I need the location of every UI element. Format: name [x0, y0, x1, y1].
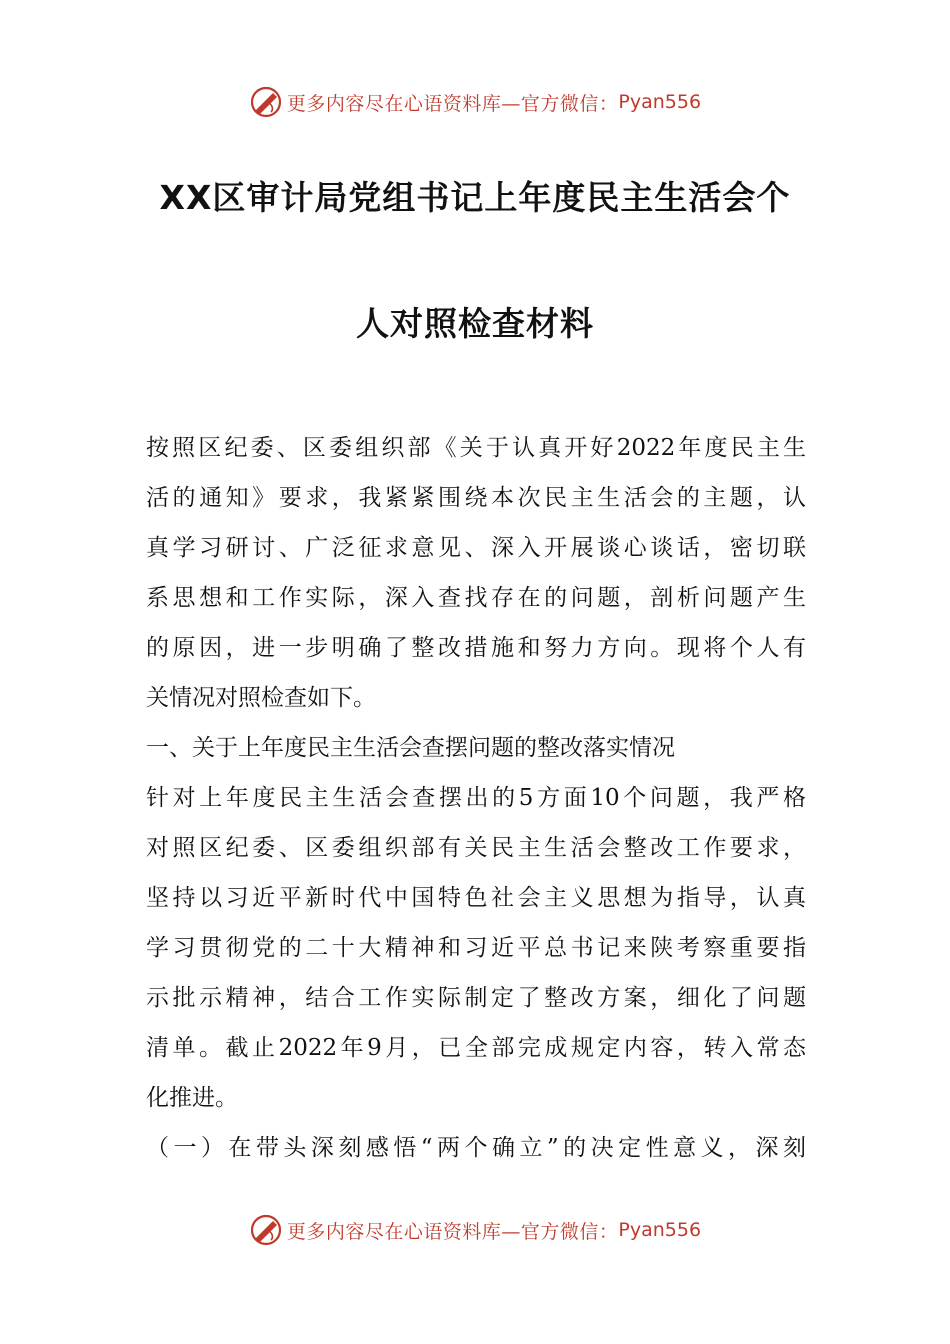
document-title-line-1: XX区审计局党组书记上年度民主生活会个	[159, 178, 791, 217]
document-title-line-2: 人对照检查材料	[356, 304, 594, 343]
body-line: 活的通知》要求，我紧紧围绕本次民主生活会的主题，认	[146, 485, 806, 511]
subsection-heading: （一）在带头深刻感悟“两个确立”的决定性意义，深刻	[146, 1135, 806, 1161]
body-line: 对照区纪委、区委组织部有关民主生活会整改工作要求，	[146, 835, 806, 861]
body-line: 针对上年度民主生活会查摆出的5方面10个问题，我严格	[146, 785, 806, 811]
pen-circle-logo-icon	[249, 1213, 283, 1247]
watermark-wechat-id: Pyan556	[618, 91, 702, 113]
body-line: 化推进。	[146, 1085, 238, 1111]
header-watermark	[0, 84, 950, 120]
pen-circle-logo-icon	[249, 85, 283, 119]
footer-watermark	[0, 1212, 950, 1248]
body-line: 示批示精神，结合工作实际制定了整改方案，细化了问题	[146, 985, 806, 1011]
body-line: 按照区纪委、区委组织部《关于认真开好2022年度民主生	[146, 435, 806, 461]
body-line: 坚持以习近平新时代中国特色社会主义思想为指导，认真	[146, 885, 806, 911]
body-line: 清单。截止2022年9月，已全部完成规定内容，转入常态	[146, 1035, 806, 1061]
body-line: 真学习研讨、广泛征求意见、深入开展谈心谈话，密切联	[146, 535, 806, 561]
watermark-wechat-id: Pyan556	[618, 1219, 702, 1241]
watermark-text: 更多内容尽在心语资料库—官方微信：	[286, 92, 619, 115]
body-line: 关情况对照检查如下。	[146, 685, 376, 711]
watermark-text: 更多内容尽在心语资料库—官方微信：	[286, 1220, 619, 1243]
body-line: 系思想和工作实际，深入查找存在的问题，剖析问题产生	[146, 585, 806, 611]
body-line: 学习贯彻党的二十大精神和习近平总书记来陕考察重要指	[146, 935, 806, 961]
body-line: 的原因，进一步明确了整改措施和努力方向。现将个人有	[146, 635, 806, 661]
section-heading: 一、关于上年度民主生活会查摆问题的整改落实情况	[146, 735, 675, 761]
